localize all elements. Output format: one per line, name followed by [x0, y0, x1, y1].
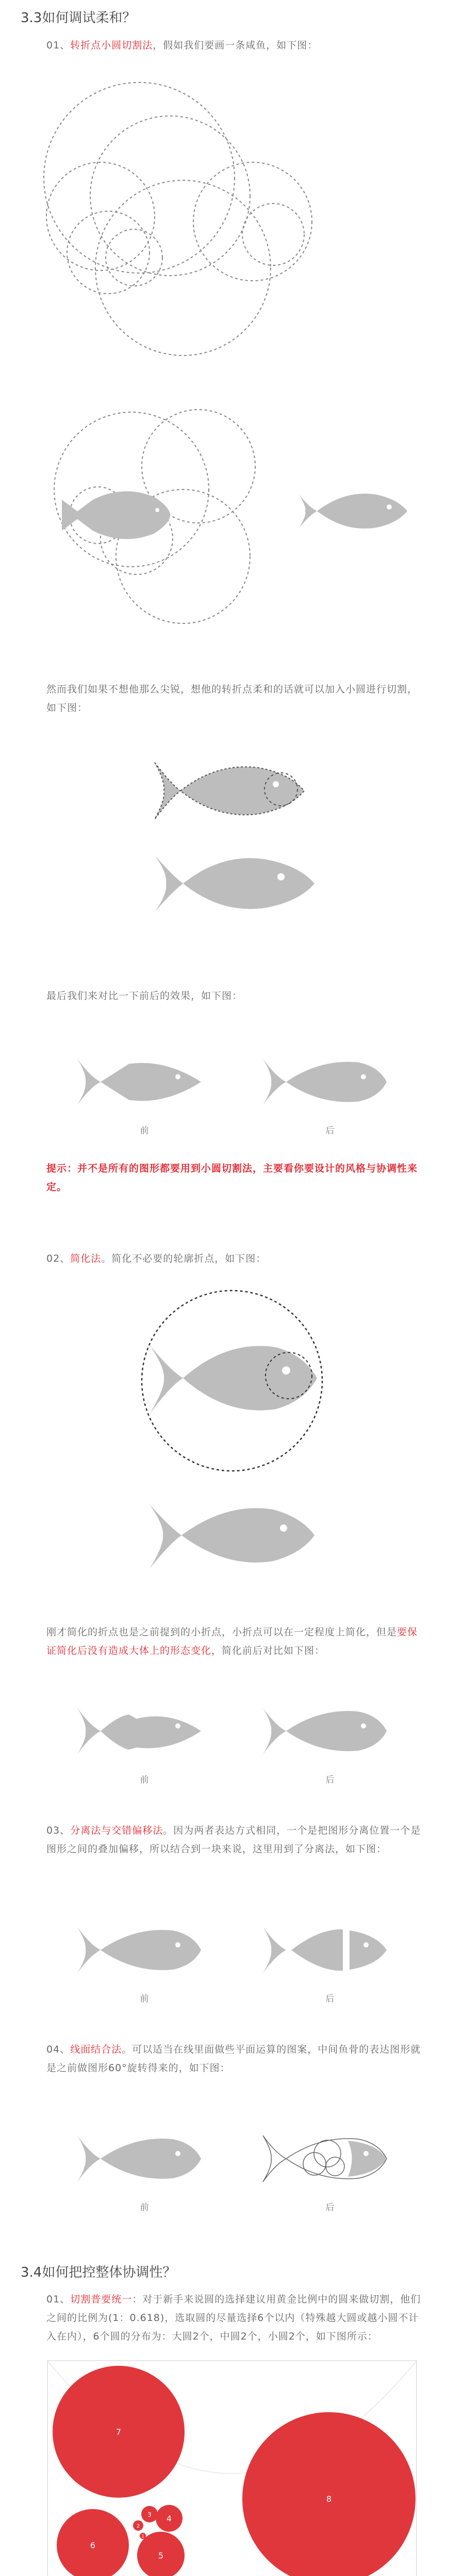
fish-after-1: [258, 1051, 392, 1113]
fish-simplified: [144, 1494, 320, 1577]
p8-prefix: 01、: [46, 2294, 71, 2305]
fish-before-2: [72, 1700, 206, 1762]
paragraph-8: [46, 2290, 423, 2346]
fish-dashed: [150, 752, 314, 829]
paragraph-4: [46, 1249, 423, 1268]
p1-highlight: 转折点小圆切割法: [70, 40, 153, 51]
circle-label-1: 1: [141, 2534, 144, 2538]
label-before-2: 前: [140, 1775, 149, 1785]
label-after-2: 后: [325, 1775, 335, 1785]
fish-after-2: [258, 1700, 392, 1762]
paragraph-7: [46, 2040, 423, 2077]
fish-simplify-circle: [139, 1288, 325, 1473]
label-before-1: 前: [140, 1126, 149, 1136]
p5-text-a: 刚才简化的折点也是之前提到的小折点，小折点可以在一定程度上简化，但是: [46, 1626, 397, 1638]
circle-label-7: 7: [115, 2427, 122, 2437]
paragraph-5: [46, 1623, 423, 1660]
golden-ratio-circles: [46, 2360, 418, 2576]
section-title-34: 3.4如何把控整体协调性？: [21, 2265, 176, 2280]
fish-construction: [72, 492, 170, 539]
fish-before-1: [72, 1051, 206, 1113]
construction-circles-1: [44, 82, 312, 355]
circle-label-6: 6: [90, 2540, 96, 2550]
label-after-1: 后: [325, 1126, 335, 1136]
section-title-33: 3.3如何调试柔和？: [21, 10, 136, 26]
p8-rest: ：对于新手来说圆的选择建议用黄金比例中的圆来做切割，他们之间的比例为(1：0.618)，选取圆的尽量选择6个以内（特殊越大圆或越小圆不计入在内），6个圆的分布为：大圆2个，中圆2个，小圆2个，如下图所示：: [46, 2294, 421, 2342]
label-after-3: 后: [325, 1994, 335, 2004]
label-before-4: 前: [140, 2202, 149, 2213]
p7-highlight: 线面结合法: [70, 2044, 122, 2055]
p6-rest: 。因为两者表达方式相同，一个是把图形分离位置一个是图形之间的叠加偏移，所以结合到一块来说，这里用到了分离法，如下图：: [46, 1825, 421, 1855]
fish-before-3: [72, 1919, 206, 1981]
p4-prefix: 02、: [46, 1253, 71, 1264]
fish-smooth: [150, 845, 320, 922]
circle-label-4: 4: [166, 2514, 172, 2523]
paragraph-3: 最后我们来对比一下前后的效果，如下图：: [46, 990, 243, 1002]
fish-after-3: [258, 1919, 392, 1981]
tip-33: 提示：并不是所有的图形都要用到小圆切割法，主要看你要设计的风格与协调性来定。: [46, 1163, 418, 1193]
circle-label-2: 2: [136, 2523, 140, 2529]
fish-before-4: [72, 2128, 206, 2190]
label-after-4: 后: [325, 2202, 335, 2213]
p6-prefix: 03、: [46, 1825, 71, 1836]
p5-highlight: 要保证简化后没有造成大体上的形态变化: [46, 1626, 418, 1656]
p4-rest: 。简化不必要的轮廓折点，如下图：: [101, 1253, 267, 1264]
p7-prefix: 04、: [46, 2044, 71, 2055]
paragraph-6: [46, 1821, 423, 1858]
label-before-3: 前: [140, 1994, 149, 2004]
p1-rest: ，假如我们要画一条咸鱼，如下图：: [153, 40, 318, 51]
p8-highlight: 切割普要统一: [70, 2294, 132, 2305]
circle-label-8: 8: [326, 2494, 332, 2504]
p5-text-b: ，简化前后对比如下图：: [211, 1645, 325, 1656]
fish-result-small: [294, 484, 412, 536]
p7-rest: 。可以适当在线里面做些平面运算的图案，中间鱼骨的表达图形就是之前做图形60°旋转得来的，如下图：: [46, 2044, 421, 2074]
circle-label-5: 5: [158, 2551, 164, 2561]
p1-prefix: 01、: [46, 40, 71, 51]
p6-highlight: 分离法与交错偏移法: [70, 1825, 163, 1836]
p4-highlight: 简化法: [70, 1253, 102, 1264]
circle-label-3: 3: [147, 2511, 152, 2518]
fish-after-4: [258, 2128, 392, 2190]
paragraph-2: 然而我们如果不想他那么尖锐，想他的转折点柔和的话就可以加入小圆进行切割，如下图：: [46, 684, 418, 714]
